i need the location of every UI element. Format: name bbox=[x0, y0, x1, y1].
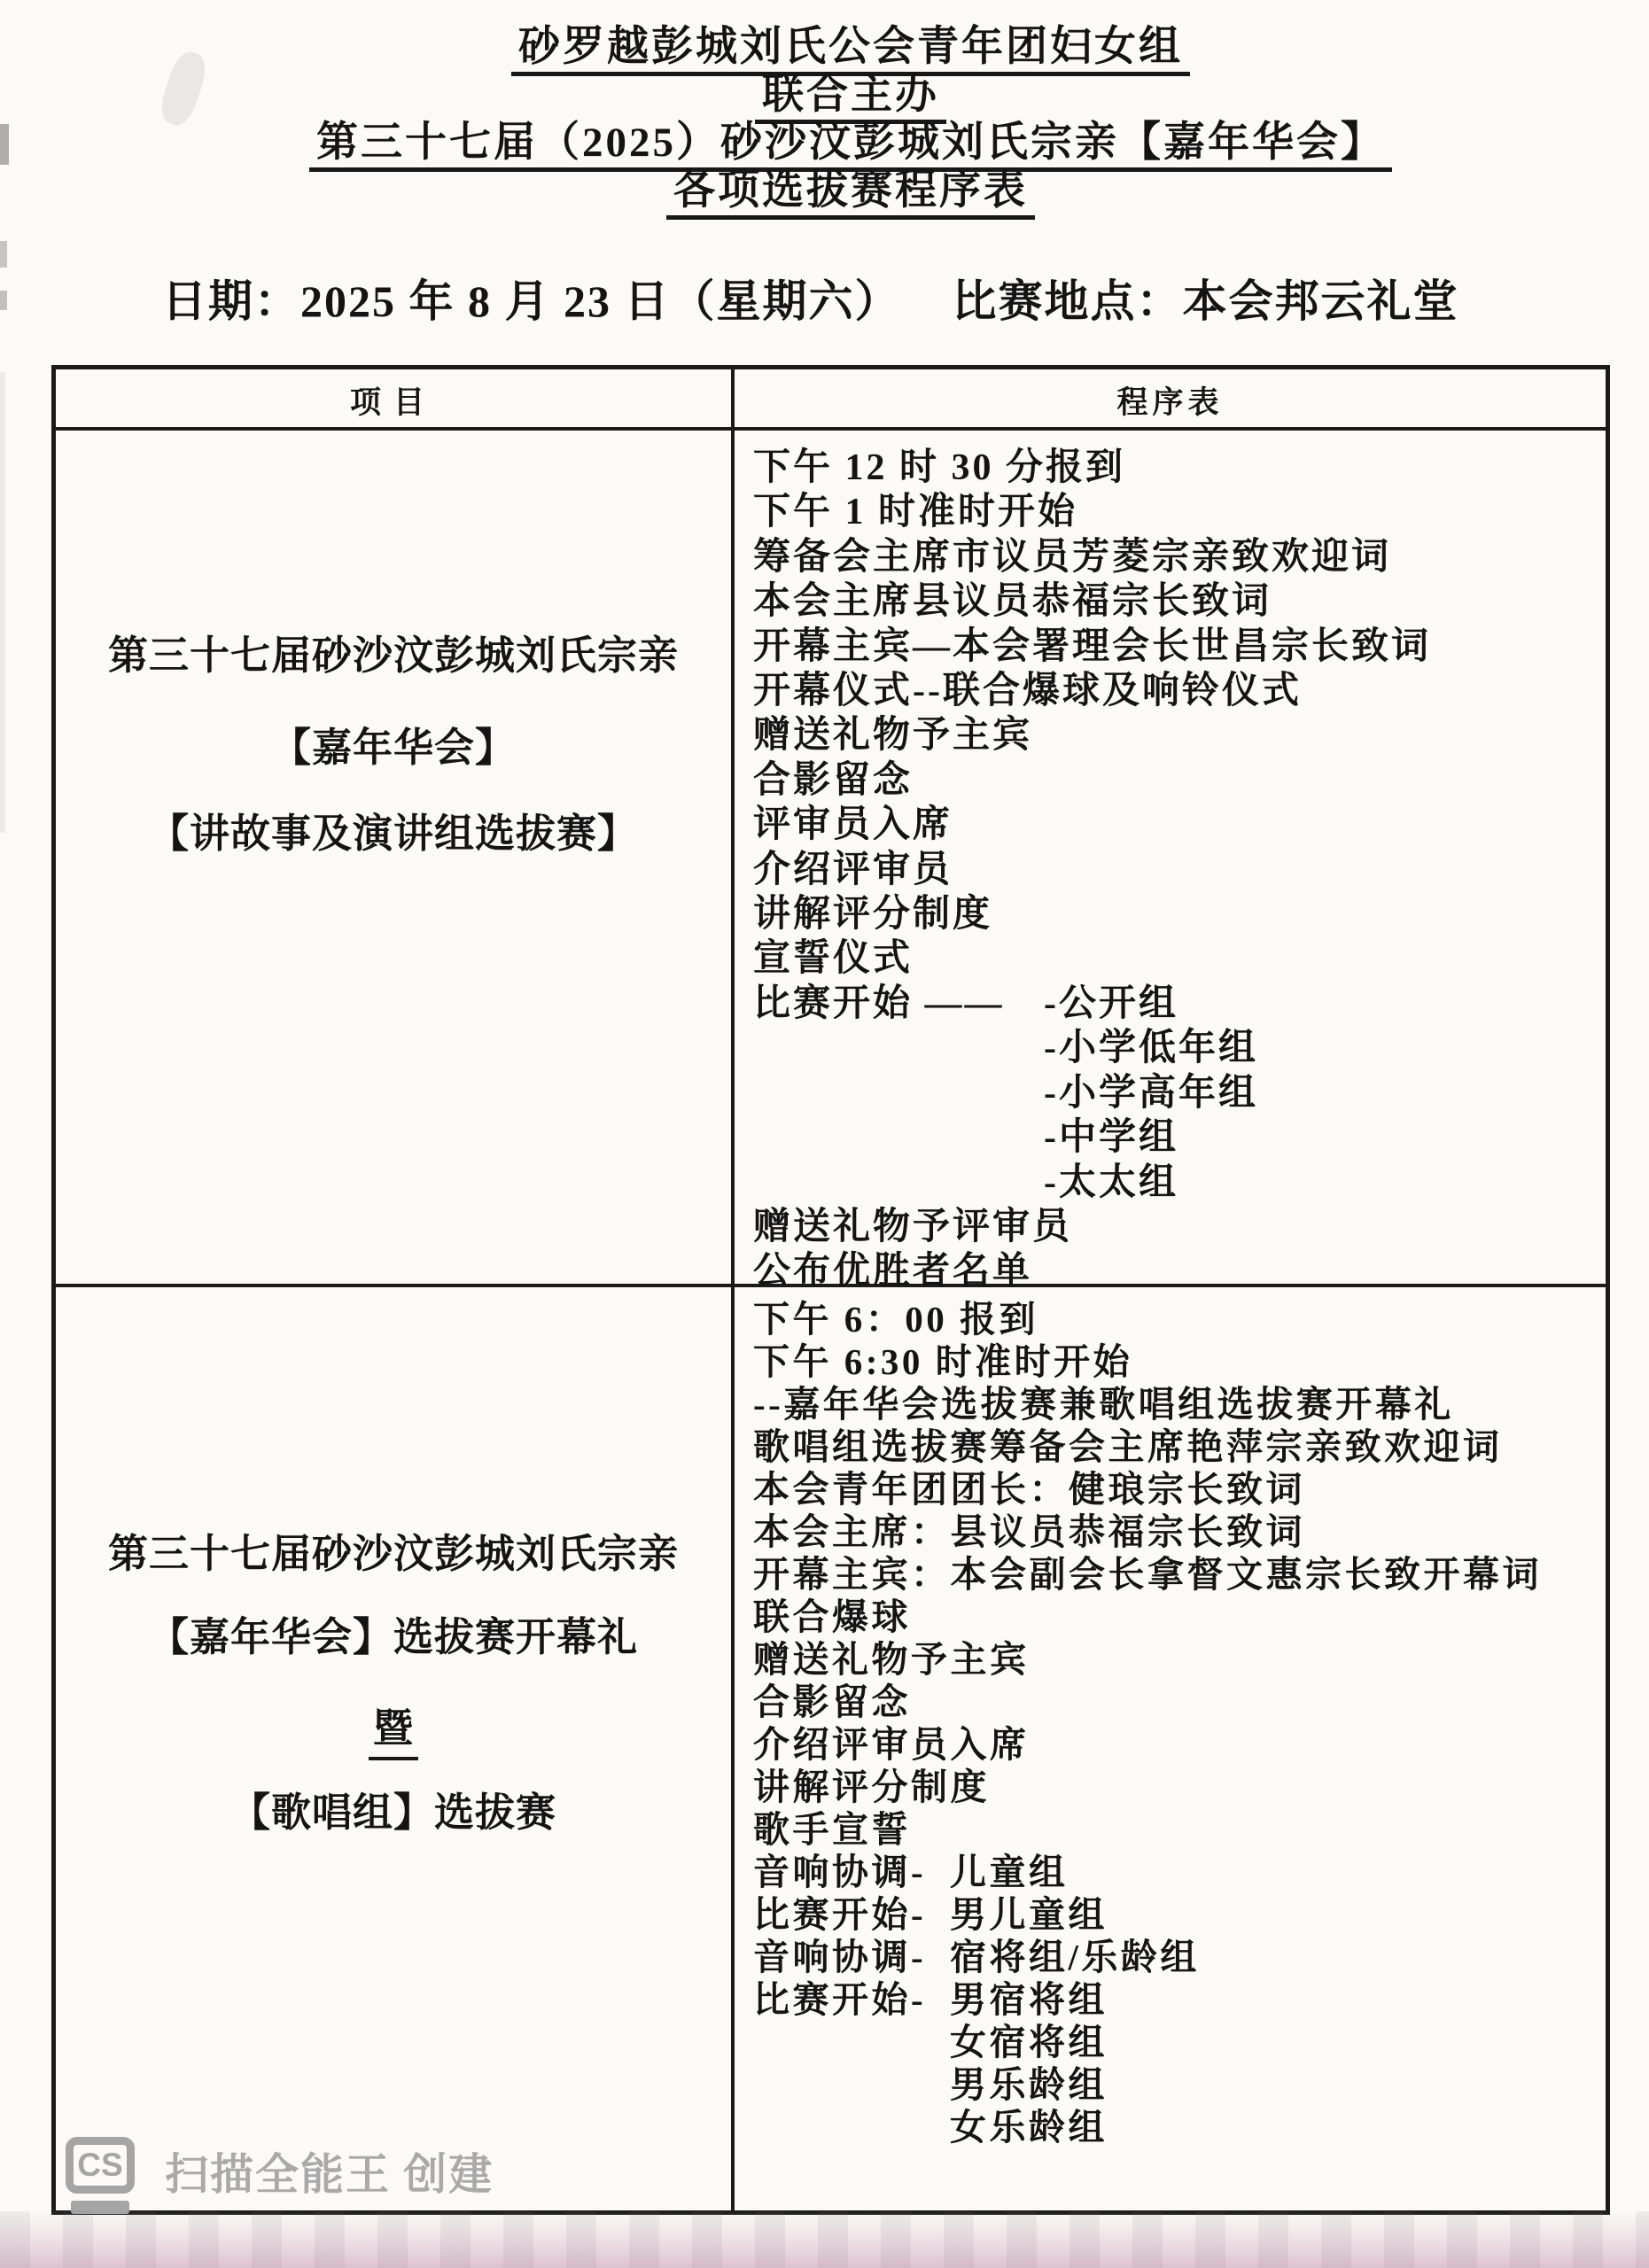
program-line: 赠送礼物予评审员 bbox=[753, 1206, 1073, 1247]
program-line-group: 女宿将组 bbox=[950, 2022, 1108, 2062]
scan-edge-band bbox=[0, 2211, 1649, 2268]
program-line: 介绍评审员入席 bbox=[753, 1724, 1030, 1765]
program-line bbox=[753, 2063, 1595, 2106]
scan-speck bbox=[0, 291, 7, 310]
program-line-group: 男乐龄组 bbox=[950, 2064, 1108, 2105]
program-line: --嘉年华会选拔赛兼歌唱组选拔赛开幕礼 bbox=[753, 1384, 1454, 1425]
program-line-group: -中学组 bbox=[1044, 1117, 1178, 1159]
program-line: 讲解评分制度 bbox=[753, 894, 993, 936]
program-line bbox=[753, 1978, 1595, 2021]
event-title-text: 【嘉年华会】选拔赛开幕礼 bbox=[148, 1615, 638, 1659]
camscanner-watermark bbox=[66, 2137, 494, 2202]
program-table bbox=[51, 365, 1610, 2215]
program-line: 讲解评分制度 bbox=[753, 1767, 990, 1807]
scan-speck bbox=[0, 372, 5, 833]
event-title-text: 暨 bbox=[369, 1696, 418, 1760]
program-line: 下午 6:30 时准时开始 bbox=[753, 1341, 1133, 1382]
event-title-line bbox=[56, 801, 731, 858]
program-line: 开幕主宾—本会署理会长世昌宗长致词 bbox=[753, 625, 1432, 667]
watermark-text: 扫描全能王 创建 bbox=[165, 2150, 494, 2199]
program-line-group: 儿童组 bbox=[950, 1852, 1069, 1892]
event-title-text: 第三十七届砂沙汶彭城刘氏宗亲 bbox=[107, 633, 679, 678]
program-line bbox=[753, 1893, 1595, 1936]
program-line: 评审员入席 bbox=[753, 804, 953, 846]
program-line: 本会主席县议员恭福宗长致词 bbox=[753, 581, 1272, 623]
event-title-text: 第三十七届砂沙汶彭城刘氏宗亲 bbox=[107, 1532, 679, 1576]
event-title-line bbox=[56, 1604, 731, 1662]
date-label: 日期：2025 年 8 月 23 日（星期六） bbox=[162, 276, 901, 326]
program-line-group: -小学高年组 bbox=[1044, 1072, 1258, 1114]
program-line: 宣誓仪式 bbox=[753, 938, 914, 980]
title-line bbox=[35, 167, 1649, 214]
program-line bbox=[753, 1161, 1595, 1205]
title-line bbox=[35, 23, 1649, 71]
title-line bbox=[35, 71, 1649, 119]
program-line: 下午 1 时准时开始 bbox=[753, 492, 1078, 533]
program-line bbox=[753, 1115, 1595, 1160]
title-text: 联合主办 bbox=[755, 71, 946, 124]
event-title-line bbox=[56, 623, 731, 680]
program-line: 筹备会主席市议员芳菱宗亲致欢迎词 bbox=[753, 536, 1392, 578]
title-line bbox=[35, 119, 1649, 167]
event-title-text: 【歌唱组】选拔赛 bbox=[229, 1790, 556, 1835]
program-line: 介绍评审员 bbox=[753, 849, 953, 890]
scan-speck bbox=[0, 124, 9, 165]
program-line: 本会青年团团长：健琅宗长致词 bbox=[753, 1469, 1305, 1510]
table-header-divider bbox=[56, 427, 1606, 431]
program-line: 公布优胜者名单 bbox=[753, 1251, 1033, 1293]
program-line: 联合爆球 bbox=[753, 1596, 911, 1637]
program-line-label: 比赛开始- bbox=[753, 1894, 927, 1935]
title-text: 砂罗越彭城刘氏公会青年团妇女组 bbox=[511, 23, 1190, 76]
column-header-event: 项目 bbox=[349, 385, 437, 420]
program-line-group: 女乐龄组 bbox=[950, 2107, 1108, 2148]
program-line: 开幕仪式--联合爆球及响铃仪式 bbox=[753, 671, 1302, 712]
program-line: 开幕主宾：本会副会长拿督文惠宗长致开幕词 bbox=[753, 1554, 1542, 1595]
program-line bbox=[753, 1936, 1595, 1978]
program-line: 赠送礼物予主宾 bbox=[753, 1639, 1030, 1680]
event-title-text: 【讲故事及演讲组选拔赛】 bbox=[148, 812, 638, 856]
program-line-label: 音响协调- bbox=[753, 1852, 927, 1892]
document-title-block bbox=[35, 23, 1649, 214]
program-line-group: -公开组 bbox=[1044, 983, 1178, 1024]
program-line-label: 音响协调- bbox=[753, 1937, 927, 1977]
program-line-group: -小学低年组 bbox=[1044, 1028, 1258, 1069]
camscanner-logo-icon: CS bbox=[66, 2137, 135, 2194]
program-line bbox=[753, 1851, 1595, 1893]
scan-speck bbox=[0, 241, 7, 268]
program-line bbox=[753, 982, 1595, 1026]
program-line-label: 比赛开始 —— bbox=[753, 983, 1005, 1024]
program-line-group: -太太组 bbox=[1044, 1161, 1178, 1203]
program-line bbox=[753, 2106, 1595, 2148]
program-line-group: 男儿童组 bbox=[950, 1894, 1108, 1935]
event-title-text: 【嘉年华会】 bbox=[270, 726, 516, 770]
event-title-line bbox=[56, 715, 731, 773]
program-line bbox=[753, 1026, 1595, 1070]
event-title-line bbox=[56, 1780, 731, 1837]
program-line: 歌手宣誓 bbox=[753, 1809, 911, 1850]
program-line: 赠送礼物予主宾 bbox=[753, 715, 1033, 757]
event-title-line bbox=[56, 1696, 731, 1760]
program-line: 合影留念 bbox=[753, 1682, 911, 1722]
program-line-group: 宿将组/乐龄组 bbox=[950, 1937, 1200, 1977]
program-list bbox=[753, 1298, 1595, 2148]
date-venue-line bbox=[162, 266, 1459, 330]
program-line-group: 男宿将组 bbox=[950, 1979, 1108, 2020]
program-line bbox=[753, 2021, 1595, 2063]
column-header-program: 程序表 bbox=[1116, 385, 1224, 420]
program-line: 下午 6：00 报到 bbox=[753, 1299, 1038, 1340]
program-line: 下午 12 时 30 分报到 bbox=[753, 447, 1126, 488]
event-title-line bbox=[56, 1521, 731, 1579]
title-text: 各项选拔赛程序表 bbox=[666, 167, 1035, 220]
program-line: 歌唱组选拔赛筹备会主席艳萍宗亲致欢迎词 bbox=[753, 1426, 1503, 1467]
title-text: 第三十七届（2025）砂沙汶彭城刘氏宗亲【嘉年华会】 bbox=[309, 119, 1392, 172]
program-line-label: 比赛开始- bbox=[753, 1979, 927, 2020]
venue-label: 比赛地点：本会邦云礼堂 bbox=[952, 276, 1459, 326]
program-line bbox=[753, 1071, 1595, 1115]
program-line: 本会主席：县议员恭福宗长致词 bbox=[753, 1511, 1305, 1552]
program-list bbox=[753, 446, 1595, 1294]
program-line: 合影留念 bbox=[753, 759, 914, 801]
table-column-divider bbox=[731, 369, 735, 2210]
